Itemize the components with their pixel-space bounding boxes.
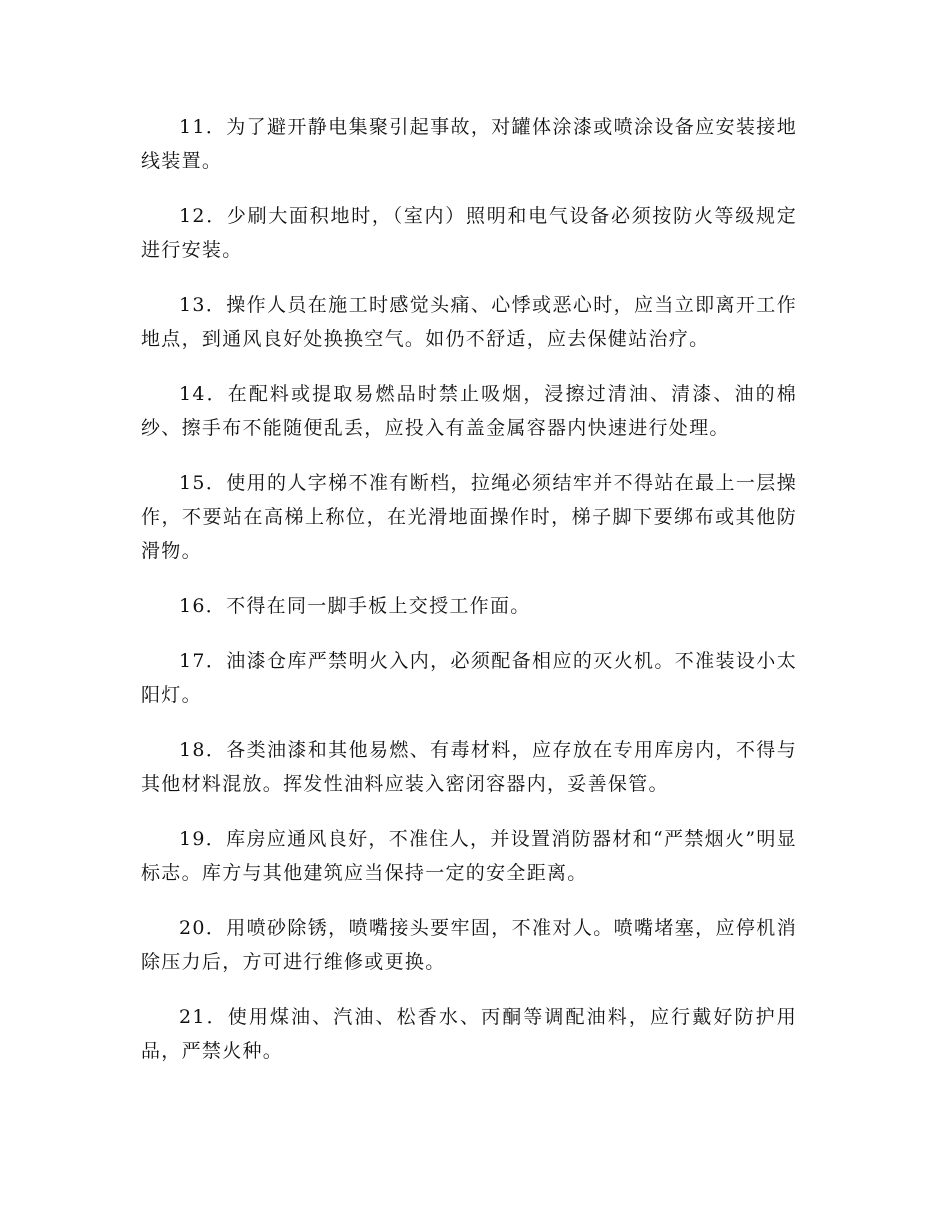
paragraph-14: 14．在配料或提取易燃品时禁止吸烟，浸擦过清油、清漆、油的棉纱、擦手布不能随便乱丢，应投入有盖金属容器内快速进行处理。 <box>141 383 797 439</box>
paragraph-13: 13．操作人员在施工时感觉头痛、心悸或恶心时，应当立即离开工作地点，到通风良好处换换空气。如仍不舒适，应去保健站治疗。 <box>141 294 797 350</box>
paragraph-21: 21．使用煤油、汽油、松香水、丙酮等调配油料，应行戴好防护用品，严禁火种。 <box>141 1006 797 1062</box>
paragraph-12: 12．少刷大面积地时，（室内）照明和电气设备必须按防火等级规定进行安装。 <box>141 205 797 261</box>
paragraph-18: 18．各类油漆和其他易燃、有毒材料，应存放在专用库房内，不得与其他材料混放。挥发性油料应装入密闭容器内，妥善保管。 <box>141 739 797 795</box>
paragraph-19: 19．库房应通风良好，不准住人，并设置消防器材和“严禁烟火”明显标志。库方与其他建筑应当保持一定的安全距离。 <box>141 828 797 884</box>
paragraph-20: 20．用喷砂除锈，喷嘴接头要牢固，不准对人。喷嘴堵塞，应停机消除压力后，方可进行维修或更换。 <box>141 917 797 973</box>
paragraph-15: 15．使用的人字梯不准有断档，拉绳必须结牢并不得站在最上一层操作，不要站在高梯上称位，在光滑地面操作时，梯子脚下要绑布或其他防滑物。 <box>141 472 797 562</box>
paragraph-16: 16．不得在同一脚手板上交授工作面。 <box>179 595 531 617</box>
paragraph-11: 11．为了避开静电集聚引起事故，对罐体涂漆或喷涂设备应安装接地线装置。 <box>141 116 797 172</box>
paragraph-17: 17．油漆仓库严禁明火入内，必须配备相应的灭火机。不准装设小太阳灯。 <box>141 650 797 706</box>
document-page <box>141 110 797 1089</box>
